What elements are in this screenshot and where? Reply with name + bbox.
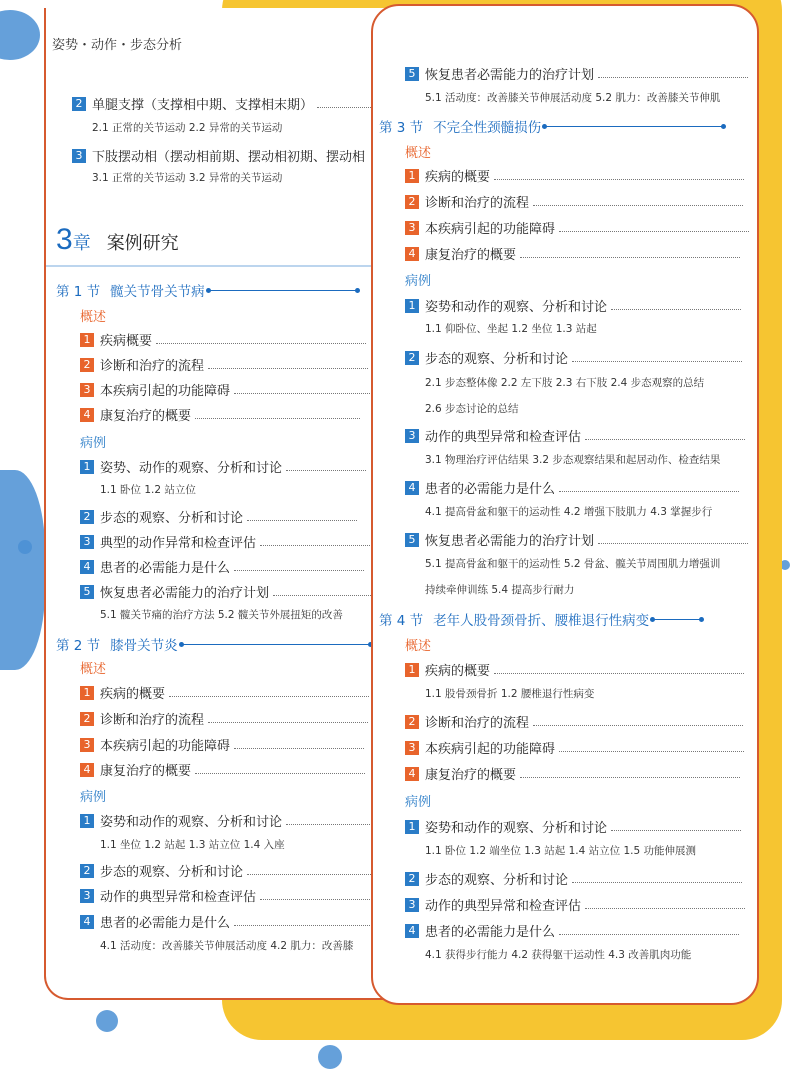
entry-number: 1 xyxy=(405,299,419,313)
leader-dots xyxy=(234,385,384,394)
entry-subsections: 1.1 股骨颈骨折 1.2 腰椎退行性病变 xyxy=(425,688,595,700)
entry-title: 姿势和动作的观察、分析和讨论 xyxy=(425,300,608,315)
entry-title: 康复治疗的概要 xyxy=(425,768,517,783)
blue-splash xyxy=(0,470,45,670)
section-rule xyxy=(545,126,725,127)
entry-title: 疾病的概要 xyxy=(100,687,166,702)
entry-title: 诊断和治疗的流程 xyxy=(100,359,205,374)
entry-number: 2 xyxy=(405,351,419,365)
entry-number: 2 xyxy=(80,864,94,878)
leader-dots xyxy=(234,917,374,926)
entry-title: 疾病的概要 xyxy=(425,664,491,679)
section-title: 不完全性颈髓损伤 xyxy=(433,120,542,136)
entry-title: 动作的典型异常和检查评估 xyxy=(425,430,582,445)
entry-subsections: 3.1 正常的关节运动 3.2 异常的关节运动 xyxy=(92,172,283,184)
entry-title: 恢复患者必需能力的治疗计划 xyxy=(425,534,595,549)
entry-title: 本疾病引起的功能障碍 xyxy=(425,222,556,237)
entry-number: 1 xyxy=(80,333,94,347)
toc-entry xyxy=(405,166,744,185)
leader-dots xyxy=(195,765,365,774)
entry-number: 4 xyxy=(405,924,419,938)
chapter-heading xyxy=(56,223,179,257)
toc-entry xyxy=(80,532,370,551)
entry-subsections: 1.1 卧位 1.2 站立位 xyxy=(100,484,196,496)
entry-number: 3 xyxy=(80,738,94,752)
entry-number: 3 xyxy=(80,535,94,549)
entry-number: 4 xyxy=(80,763,94,777)
leader-dots xyxy=(520,769,740,778)
toc-entry xyxy=(405,530,748,549)
entry-number: 4 xyxy=(80,560,94,574)
entry-subsections: 1.1 卧位 1.2 端坐位 1.3 站起 1.4 站立位 1.5 功能伸展测 xyxy=(425,845,697,857)
section-number: 第 2 节 xyxy=(56,638,101,654)
entry-number: 1 xyxy=(405,820,419,834)
toc-entry xyxy=(80,811,376,830)
entry-number: 4 xyxy=(405,481,419,495)
entry-title: 恢复患者必需能力的治疗计划 xyxy=(100,586,270,601)
toc-entry xyxy=(80,507,357,526)
left-toc-page xyxy=(44,8,420,1000)
toc-entry xyxy=(405,348,742,367)
toc-entry xyxy=(80,405,360,424)
entry-title: 诊断和治疗的流程 xyxy=(425,196,530,211)
overview-label: 概述 xyxy=(80,310,107,325)
blue-splash xyxy=(318,1045,342,1069)
entry-number: 5 xyxy=(405,67,419,81)
case-label: 病例 xyxy=(405,274,432,289)
entry-subsections: 1.1 坐位 1.2 站起 1.3 站立位 1.4 入座 xyxy=(100,839,285,851)
entry-number: 1 xyxy=(80,460,94,474)
entry-number: 3 xyxy=(80,383,94,397)
case-label: 病例 xyxy=(405,795,432,810)
leader-dots xyxy=(611,822,741,831)
entry-number: 1 xyxy=(405,169,419,183)
entry-title: 本疾病引起的功能障碍 xyxy=(100,384,231,399)
toc-entry xyxy=(80,457,366,476)
entry-number: 2 xyxy=(80,510,94,524)
entry-title: 本疾病引起的功能障碍 xyxy=(100,739,231,754)
section-rule xyxy=(209,290,359,291)
leader-dots xyxy=(195,410,360,419)
chapter-title: 案例研究 xyxy=(106,233,179,254)
entry-title: 患者的必需能力是什么 xyxy=(100,916,231,931)
entry-subsections: 2.1 步态整体像 2.2 左下肢 2.3 右下肢 2.4 步态观察的总结 xyxy=(425,377,705,389)
section-title: 髋关节骨关节病 xyxy=(110,284,205,300)
leader-dots xyxy=(169,688,369,697)
leader-dots xyxy=(234,562,364,571)
entry-number: 3 xyxy=(80,889,94,903)
entry-number: 1 xyxy=(80,814,94,828)
blue-splash xyxy=(96,1010,118,1032)
toc-entry xyxy=(80,683,369,702)
toc-entry xyxy=(80,582,373,601)
entry-number: 5 xyxy=(405,533,419,547)
toc-entry xyxy=(405,817,741,836)
section-rule xyxy=(182,644,372,645)
entry-title: 步态的观察、分析和讨论 xyxy=(425,352,569,367)
entry-subsections: 4.1 获得步行能力 4.2 获得躯干运动性 4.3 改善肌肉功能 xyxy=(425,949,692,961)
leader-dots xyxy=(494,171,744,180)
toc-entry xyxy=(80,886,380,905)
entry-number: 3 xyxy=(72,149,86,163)
toc-entry xyxy=(80,760,365,779)
toc-entry xyxy=(80,557,364,576)
leader-dots xyxy=(260,891,380,900)
entry-title: 典型的动作异常和检查评估 xyxy=(100,536,257,551)
entry-number: 3 xyxy=(405,898,419,912)
leader-dots xyxy=(234,740,364,749)
case-label: 病例 xyxy=(80,790,107,805)
leader-dots xyxy=(520,249,740,258)
case-label: 病例 xyxy=(80,436,107,451)
leader-dots xyxy=(559,743,744,752)
section-heading xyxy=(379,116,725,136)
toc-entry xyxy=(80,355,368,374)
entry-number: 1 xyxy=(80,686,94,700)
section-number: 第 3 节 xyxy=(379,120,424,136)
toc-entry xyxy=(80,861,377,880)
entry-title: 疾病概要 xyxy=(100,334,153,349)
entry-number: 2 xyxy=(80,712,94,726)
entry-number: 2 xyxy=(405,872,419,886)
entry-number: 4 xyxy=(405,247,419,261)
toc-entry xyxy=(405,764,740,783)
overview-label: 概述 xyxy=(405,146,432,161)
entry-number: 4 xyxy=(80,915,94,929)
toc-entry xyxy=(405,660,744,679)
entry-subsections: 4.1 活动度：改善膝关节伸展活动度 4.2 肌力：改善膝 xyxy=(100,940,354,952)
leader-dots xyxy=(598,69,748,78)
entry-title: 康复治疗的概要 xyxy=(425,248,517,263)
entry-subsections: 2.6 步态讨论的总结 xyxy=(425,403,519,415)
entry-title: 康复治疗的概要 xyxy=(100,409,192,424)
leader-dots xyxy=(273,587,373,596)
leader-dots xyxy=(559,483,739,492)
entry-title: 步态的观察、分析和讨论 xyxy=(425,873,569,888)
entry-title: 疾病的概要 xyxy=(425,170,491,185)
toc-entry xyxy=(80,709,368,728)
leader-dots xyxy=(208,360,368,369)
leader-dots xyxy=(260,537,370,546)
entry-title: 康复治疗的概要 xyxy=(100,764,192,779)
entry-subsections: 5.1 髋关节痛的治疗方法 5.2 髋关节外展扭矩的改善 xyxy=(100,609,343,621)
overview-label: 概述 xyxy=(80,662,107,677)
entry-title: 动作的典型异常和检查评估 xyxy=(100,890,257,905)
section-heading xyxy=(56,634,372,654)
chapter-rule xyxy=(46,265,418,267)
entry-number: 2 xyxy=(405,195,419,209)
toc-entry xyxy=(405,738,744,757)
leader-dots xyxy=(585,900,745,909)
entry-number: 2 xyxy=(80,358,94,372)
toc-entry xyxy=(405,478,739,497)
leader-dots xyxy=(156,335,366,344)
section-number: 第 1 节 xyxy=(56,284,101,300)
entry-title: 动作的典型异常和检查评估 xyxy=(425,899,582,914)
entry-number: 2 xyxy=(72,97,86,111)
toc-entry xyxy=(80,735,364,754)
entry-number: 4 xyxy=(80,408,94,422)
entry-subsections: 持续牵伸训练 5.4 提高步行耐力 xyxy=(425,584,575,596)
toc-entry xyxy=(405,192,743,211)
entry-subsections: 2.1 正常的关节运动 2.2 异常的关节运动 xyxy=(92,122,283,134)
entry-subsections: 3.1 物理治疗评估结果 3.2 步态观察结果和起居动作、检查结果 xyxy=(425,454,721,466)
toc-entry xyxy=(80,912,374,931)
leader-dots xyxy=(598,535,748,544)
entry-title: 姿势和动作的观察、分析和讨论 xyxy=(100,815,283,830)
leader-dots xyxy=(286,816,376,825)
leader-dots xyxy=(286,462,366,471)
section-rule xyxy=(653,619,703,620)
leader-dots xyxy=(559,223,749,232)
entry-number: 4 xyxy=(405,767,419,781)
leader-dots xyxy=(494,665,744,674)
entry-number: 3 xyxy=(405,429,419,443)
leader-dots xyxy=(559,926,739,935)
entry-title: 步态的观察、分析和讨论 xyxy=(100,511,244,526)
toc-entry xyxy=(405,712,743,731)
entry-title: 患者的必需能力是什么 xyxy=(425,925,556,940)
entry-title: 恢复患者必需能力的治疗计划 xyxy=(425,68,595,83)
entry-subsections: 4.1 提高骨盆和躯干的运动性 4.2 增强下肢肌力 4.3 掌握步行 xyxy=(425,506,713,518)
leader-dots xyxy=(208,714,368,723)
overview-label: 概述 xyxy=(405,639,432,654)
toc-entry xyxy=(405,296,741,315)
leader-dots xyxy=(572,874,742,883)
blue-splash xyxy=(18,540,32,554)
entry-title: 姿势和动作的观察、分析和讨论 xyxy=(425,821,608,836)
chapter-label: 章 xyxy=(72,233,91,254)
toc-entry xyxy=(405,426,745,445)
entry-title: 诊断和治疗的流程 xyxy=(100,713,205,728)
toc-entry xyxy=(72,146,365,165)
entry-title: 患者的必需能力是什么 xyxy=(100,561,231,576)
entry-title: 下肢摆动相（摆动相前期、摆动相初期、摆动相 xyxy=(92,150,366,165)
entry-title: 诊断和治疗的流程 xyxy=(425,716,530,731)
running-head: 姿势・动作・步态分析 xyxy=(52,38,183,53)
entry-number: 1 xyxy=(405,663,419,677)
section-title: 膝骨关节炎 xyxy=(110,638,178,654)
entry-title: 患者的必需能力是什么 xyxy=(425,482,556,497)
leader-dots xyxy=(533,197,743,206)
toc-entry xyxy=(72,94,377,113)
entry-number: 3 xyxy=(405,221,419,235)
entry-subsections: 5.1 提高骨盆和躯干的运动性 5.2 骨盆、髋关节周围肌力增强训 xyxy=(425,558,721,570)
entry-subsections: 5.1 活动度：改善膝关节伸展活动度 5.2 肌力：改善膝关节伸肌 xyxy=(425,92,721,104)
toc-entry xyxy=(80,330,366,349)
toc-entry xyxy=(405,869,742,888)
blue-splash xyxy=(0,10,40,60)
leader-dots xyxy=(572,353,742,362)
right-toc-page xyxy=(371,4,759,1005)
entry-subsections: 1.1 仰卧位、坐起 1.2 坐位 1.3 站起 xyxy=(425,323,597,335)
toc-entry xyxy=(405,921,739,940)
entry-title: 单腿支撑（支撑相中期、支撑相末期） xyxy=(92,98,314,113)
toc-entry xyxy=(80,380,384,399)
toc-entry xyxy=(405,244,740,263)
leader-dots xyxy=(317,99,377,108)
entry-title: 姿势、动作的观察、分析和讨论 xyxy=(100,461,283,476)
toc-entry xyxy=(405,64,748,83)
chapter-number: 3 xyxy=(56,223,73,256)
leader-dots xyxy=(247,512,357,521)
section-heading xyxy=(379,609,703,629)
entry-title: 本疾病引起的功能障碍 xyxy=(425,742,556,757)
leader-dots xyxy=(533,717,743,726)
entry-title: 步态的观察、分析和讨论 xyxy=(100,865,244,880)
entry-number: 5 xyxy=(80,585,94,599)
toc-entry xyxy=(405,218,749,237)
entry-number: 2 xyxy=(405,715,419,729)
section-title: 老年人股骨颈骨折、腰椎退行性病变 xyxy=(433,613,650,629)
toc-entry xyxy=(405,895,745,914)
leader-dots xyxy=(247,866,377,875)
entry-number: 3 xyxy=(405,741,419,755)
section-number: 第 4 节 xyxy=(379,613,424,629)
leader-dots xyxy=(585,431,745,440)
leader-dots xyxy=(611,301,741,310)
section-heading xyxy=(56,280,359,300)
